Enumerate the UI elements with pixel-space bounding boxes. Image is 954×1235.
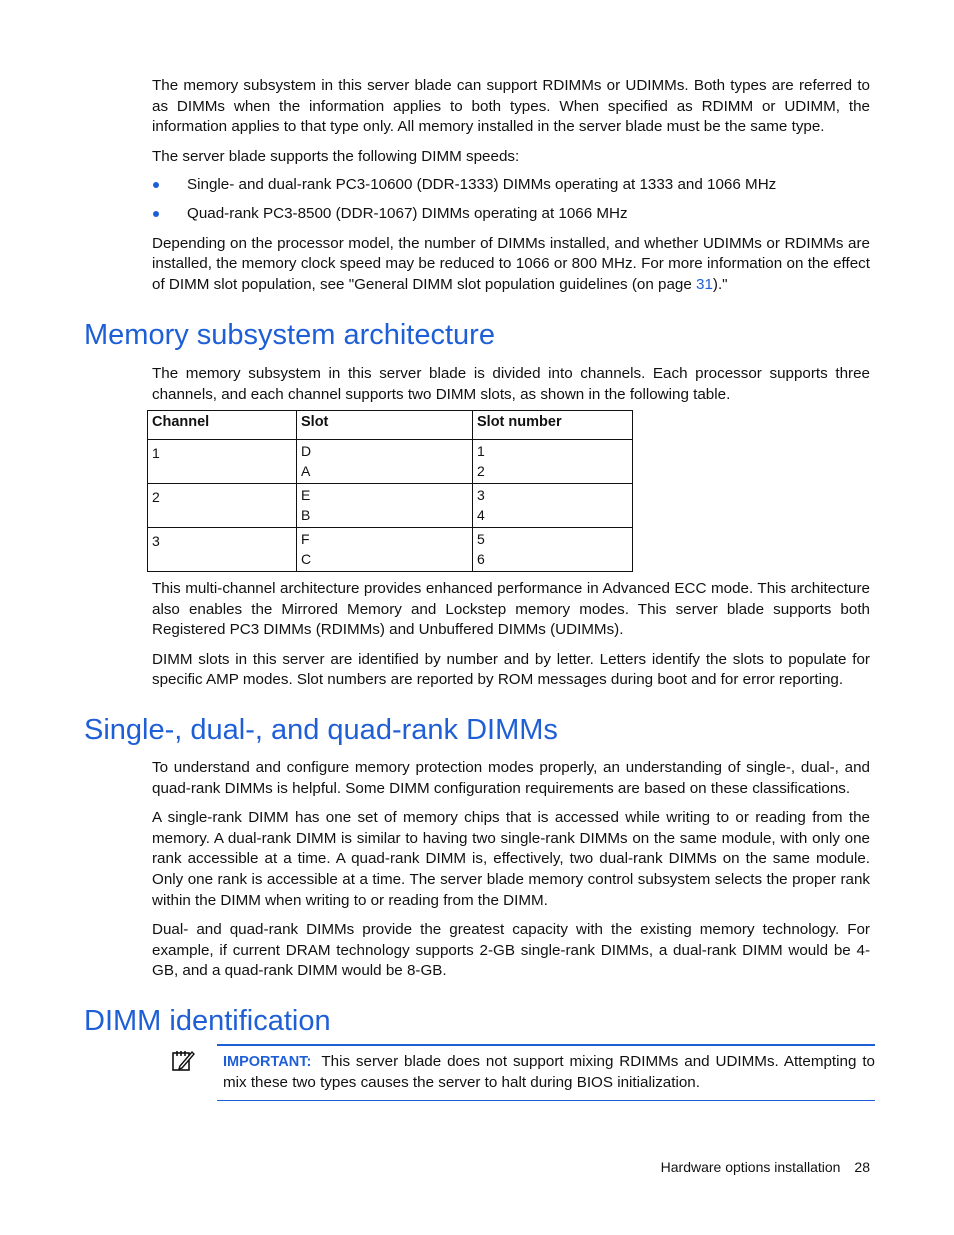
bullet-icon <box>153 182 159 188</box>
speed-bullet-list <box>152 175 870 224</box>
table-row <box>148 484 633 528</box>
intro-paragraph-1: The memory subsystem in this server blade can support RDIMMs or UDIMMs. Both types are referred to as DIMMs when the information applies to both types. When specified as RDIMM or UDIMM, the information applies to that type only. All memory installed in the server blade must be the same type. <box>152 77 870 136</box>
header-channel: Channel <box>148 411 297 440</box>
ranks-paragraph-1: To understand and configure memory protection modes properly, an understanding of single-, dual-, and quad-rank DIMMs is helpful. Some DIMM configuration requirements are based on these classifications. <box>152 759 870 797</box>
bullet-icon <box>153 211 159 217</box>
channel-value: 2 <box>152 489 160 505</box>
heading-memory-architecture: Memory subsystem architecture <box>84 319 495 351</box>
paragraph-text: Depending on the processor model, the number of DIMMs installed, and whether UDIMMs or RDIMMs are installed, the memory clock speed may be reduced to 1066 or 800 MHz. For more information on the effect of DIMM slot population, see "General DIMM slot population guidelines (on page <box>152 234 870 293</box>
table-row <box>148 528 633 572</box>
bullet-item <box>152 204 870 225</box>
slot-number: 4 <box>477 507 485 523</box>
ranks-paragraph-3: Dual- and quad-rank DIMMs provide the greatest capacity with the existing memory technology. For example, if current DRAM technology supports 2-GB single-rank DIMMs, a dual-rank DIMM would be 4-GB, and a quad-rank DIMM would be 8-GB. <box>152 921 870 980</box>
important-note <box>217 1044 875 1101</box>
slot-letter: C <box>301 551 312 567</box>
bullet-text: Quad-rank PC3-8500 (DDR-1067) DIMMs operating at 1066 MHz <box>187 204 628 222</box>
bullet-text: Single- and dual-rank PC3-10600 (DDR-1333) DIMMs operating at 1333 and 1066 MHz <box>187 176 777 194</box>
slot-cell <box>297 528 473 572</box>
bullet-item <box>152 175 870 196</box>
channel-value: 3 <box>152 533 160 549</box>
slot-letter: D <box>301 443 312 459</box>
channel-cell <box>148 440 297 484</box>
channel-value: 1 <box>152 445 160 461</box>
paragraph-text: )." <box>712 275 728 293</box>
architecture-paragraph-3: DIMM slots in this server are identified by number and by letter. Letters identify the slots to populate for specific AMP modes. Slot numbers are reported by ROM messages during boot and for error reporting. <box>152 650 870 689</box>
page-number: 28 <box>854 1159 870 1175</box>
slot-number: 1 <box>477 443 485 459</box>
slot-number-cell <box>473 484 633 528</box>
note-body: This server blade does not support mixing RDIMMs and UDIMMs. Attempting to mix these two types causes the server to halt during BIOS initialization. <box>223 1053 875 1091</box>
channel-cell <box>148 528 297 572</box>
table-header-row <box>148 411 633 440</box>
slot-letter: F <box>301 531 310 547</box>
note-text <box>223 1052 875 1093</box>
page-link[interactable]: 31 <box>696 275 713 293</box>
slot-letter: A <box>301 463 311 479</box>
ranks-block <box>152 758 870 982</box>
header-slot-number: Slot number <box>473 411 633 440</box>
slot-letter: E <box>301 487 311 503</box>
heading-dimm-ranks: Single-, dual-, and quad-rank DIMMs <box>84 714 558 746</box>
architecture-details <box>152 579 870 691</box>
architecture-paragraph-2: This multi-channel architecture provides enhanced performance in Advanced ECC mode. This architecture also enables the Mirrored Memory and Lockstep memory modes. This server blade supports both Registered PC3 DIMMs (RDIMMs) and Unbuffered DIMMs (UDIMMs). <box>152 580 870 639</box>
slot-cell <box>297 484 473 528</box>
intro-block <box>152 76 870 295</box>
footer-section-title: Hardware options installation <box>660 1159 841 1175</box>
architecture-paragraph-1: The memory subsystem in this server blade is divided into channels. Each processor supports three channels, and each channel supports two DIMM slots, as shown in the following table. <box>152 365 870 403</box>
architecture-intro <box>152 364 870 405</box>
intro-paragraph-2: The server blade supports the following DIMM speeds: <box>152 147 520 165</box>
page-footer <box>560 1158 870 1176</box>
slot-number: 6 <box>477 551 485 567</box>
table-row <box>148 440 633 484</box>
slot-cell <box>297 440 473 484</box>
slot-number: 2 <box>477 463 485 479</box>
header-slot: Slot <box>297 411 473 440</box>
heading-dimm-identification: DIMM identification <box>84 1005 331 1037</box>
slot-letter: B <box>301 507 311 523</box>
note-label: IMPORTANT: <box>223 1054 312 1070</box>
slot-number: 3 <box>477 487 485 503</box>
slot-number-cell <box>473 528 633 572</box>
channel-slot-table <box>147 410 633 572</box>
important-note-icon <box>170 1048 196 1072</box>
channel-cell <box>148 484 297 528</box>
slot-number: 5 <box>477 531 485 547</box>
slot-number-cell <box>473 440 633 484</box>
intro-paragraph-3 <box>152 234 870 296</box>
ranks-paragraph-2: A single-rank DIMM has one set of memory chips that is accessed while writing to or reading from the memory. A dual-rank DIMM is similar to having two single-rank DIMMs on the same module, with only one rank accessible at a time. A quad-rank DIMM is, effectively, two dual-rank DIMMs on the same module. Only one rank is accessible at a time. The server blade memory control subsystem selects the proper rank within the DIMM when writing to or reading from the DIMM. <box>152 809 870 909</box>
